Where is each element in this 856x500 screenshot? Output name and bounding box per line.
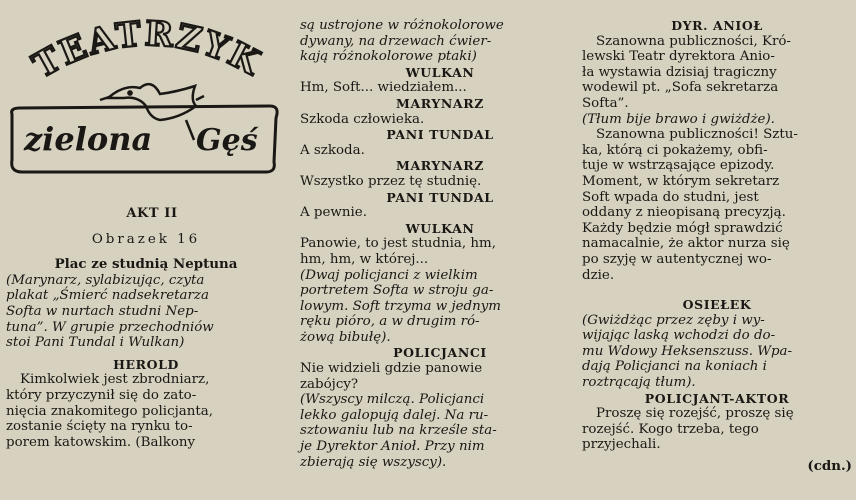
- column-1: [0, 0, 286, 450]
- policjant-aktor-speech: Proszę się rozejść, proszę się rozejść. Kogo trzeba, tego przyjechali.: [582, 406, 794, 453]
- stage-direction-osielek: (Gwiżdżąc przez zęby i wy- wijając laską wchodzi do do- mu Wdowy Heksenszuss. Wpa- dają Policjanci na koniach i roztrącają tłum).: [582, 312, 793, 391]
- logo-word-zielona: zielona: [24, 120, 153, 158]
- scene-place: Plac ze studnią Neptuna: [54, 256, 238, 273]
- speaker-herold: HEROLD: [113, 356, 179, 372]
- speaker-policjant-aktor: POLICJANT-AKTOR: [644, 390, 790, 406]
- stage-direction-applause: (Tłum bije brawo i gwiżdże).: [582, 111, 775, 127]
- continued-note: (cdn.): [807, 458, 852, 475]
- scene-title: Obrazek 16: [91, 231, 201, 247]
- line-wulkan: Hm, Soft... wiedziałem...: [300, 80, 467, 96]
- logo-word-teatrzyk: TEATRZYK: [26, 13, 268, 87]
- stage-direction-2: (Dwaj policjanci z wielkim portretem Softa w stroju ga- lowym. Soft trzyma w jednym ręku pióro, a w drugim ró- żową bibułę).: [300, 267, 502, 345]
- stage-direction-1: (Marynarz, sylabizując, czyta plakat „Śmierć nadsekretarza Softa w nurtach studni Nep- tuna”. W grupie przechodniów stoi Pani Tundal i Wulkan): [6, 272, 214, 351]
- logo-drawing: [0, 0, 290, 200]
- speaker-marynarz: MARYNARZ: [396, 95, 484, 111]
- dyr-speech-1: Szanowna publiczności, Kró- lewski Teatr dyrektora Anio- ła wystawia dzisiaj tragiczny wodewil pt. „Sofa sekretarza Softa”.: [582, 33, 791, 111]
- speaker-dyr-aniol: DYR. ANIOŁ: [671, 18, 763, 33]
- logo-word-ges: Gęś: [196, 123, 258, 158]
- column-2: są ustrojone w różnokolorowe dywany, na drzewach ćwier- kają różnokolorowe ptaki) WULKAN Hm, Soft... wiedziałem... MARYNARZ Szkoda człowieka. PANI TUNDAL A szkoda. MARYNARZ Wszystko przez tę studnię. PANI TUNDAL A pewnie. WULKAN Panowie, to jest studnia, hm, hm, hm, w której... (Dwaj policjanci z wielkim portretem Softa w stroju ga- lowym. Soft trzyma w jednym ręku pióro, a w drugim ró- żową bibułę). POLICJANCI Nie widzieli gdzie panowie zabójcy? (Wszyscy milczą. Policjanci lekko galopują dalej. Na ru- sztowaniu lub na krześle sta- je Dyrektor Anioł. Przy nim zbierają się wszyscy).: [300, 18, 580, 470]
- dyr-speech-2: Szanowna publiczności! Sztu- ka, którą ci pokażemy, obfi- tuje w wstrząsające epizody. Moment, w którym sekretarz Soft wpada do studni, jest oddany z nieopisaną precyzją. Każdy będzie mógł sprawdzić namacalnie, że aktor nurza się po szyję w autentycznej wo- dzie.: [582, 127, 798, 283]
- line-pani-tundal: A szkoda.: [300, 142, 365, 158]
- speaker-marynarz: MARYNARZ: [396, 158, 484, 174]
- speaker-policjanci: POLICJANCI: [393, 345, 487, 361]
- stage-direction-3: (Wszyscy milczą. Policjanci lekko galopują dalej. Na ru- sztowaniu lub na krześle sta- je Dyrektor Anioł. Przy nim zbierają się wszyscy).: [300, 392, 497, 470]
- speaker-pani-tundal: PANI TUNDAL: [386, 127, 494, 143]
- speaker-wulkan: WULKAN: [405, 220, 475, 236]
- speaker-osielek: OSIEŁEK: [682, 297, 752, 313]
- speaker-wulkan: WULKAN: [405, 64, 475, 80]
- speaker-pani-tundal: PANI TUNDAL: [386, 189, 494, 205]
- herold-speech: Kimkolwiek jest zbrodniarz, który przyczynił się do zato- nięcia znakomitego policjanta, zostanie ścięty na rynku to- porem katowskim. (Balkony: [6, 372, 213, 450]
- act-title: AKT II: [126, 206, 178, 221]
- line-marynarz: Szkoda człowieka.: [300, 111, 425, 127]
- line-marynarz: Wszystko przez tę studnię.: [300, 173, 482, 189]
- column-3: [582, 18, 852, 475]
- line-pani-tundal: A pewnie.: [300, 205, 367, 221]
- teatrzyk-logo: [0, 0, 290, 200]
